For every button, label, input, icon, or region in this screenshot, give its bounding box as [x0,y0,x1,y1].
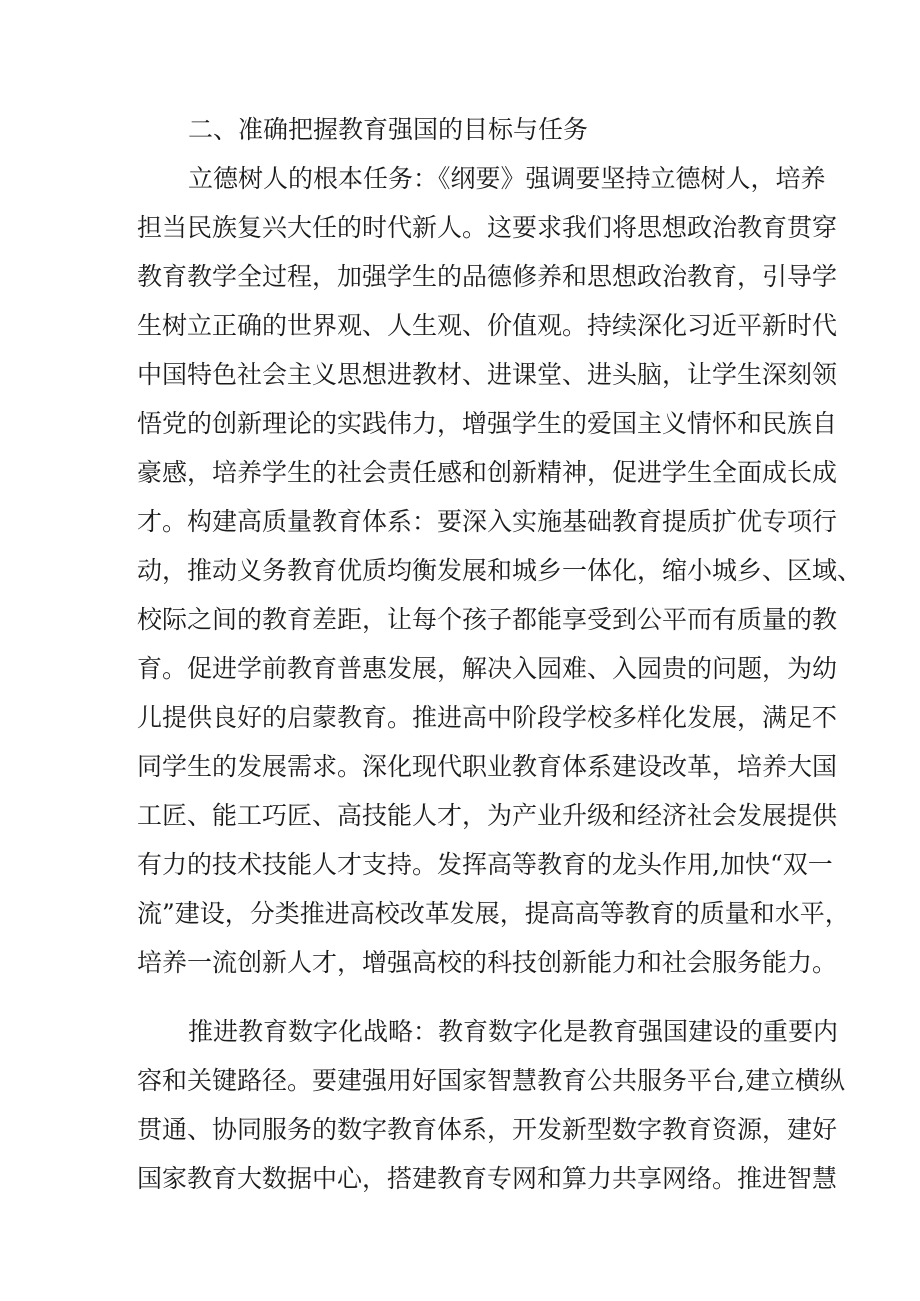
paragraph-line: 育。促进学前教育普惠发展，解决入园难、入园贵的问题，为幼 [137,654,838,683]
paragraph-line: 豪感，培养学生的社会责任感和创新精神，促进学生全面成长成 [137,458,838,487]
paragraph-line: 立德树人的根本任务：《纲要》强调要坚持立德树人，培养 [188,164,826,193]
paragraph-line: 培养一流创新人才，增强高校的科技创新能力和社会服务能力。 [137,948,838,977]
paragraph-line: 悟党的创新理论的实践伟力，增强学生的爱国主义情怀和民族自 [137,409,838,438]
paragraph-line: 同学生的发展需求。深化现代职业教育体系建设改革，培养大国 [137,752,838,781]
paragraph-line: 推进教育数字化战略：教育数字化是教育强国建设的重要内 [188,1017,839,1046]
paragraph-line: 贯通、协同服务的数字教育体系，开发新型数字教育资源，建好 [137,1115,838,1144]
paragraph-line: 国家教育大数据中心，搭建教育专网和算力共享网络。推进智慧 [137,1164,838,1193]
section-heading: 二、准确把握教育强国的目标与任务 [188,115,589,144]
paragraph-line: 校际之间的教育差距，让每个孩子都能享受到公平而有质量的教 [137,605,838,634]
paragraph-line: 流”建设，分类推进高校改革发展，提高高等教育的质量和水平， [137,899,850,928]
paragraph-line: 才。构建高质量教育体系：要深入实施基础教育提质扩优专项行 [137,507,838,536]
paragraph-line: 教育教学全过程，加强学生的品德修养和思想政治教育，引导学 [137,262,838,291]
paragraph-line: 容和关键路径。要建强用好国家智慧教育公共服务平台,建立横纵 [137,1066,845,1095]
paragraph-line: 工匠、能工巧匠、高技能人才，为产业升级和经济社会发展提供 [137,801,838,830]
paragraph-line: 担当民族复兴大任的时代新人。这要求我们将思想政治教育贯穿 [137,213,838,242]
paragraph-line: 中国特色社会主义思想进教材、进课堂、进头脑，让学生深刻领 [137,360,838,389]
paragraph-line: 生树立正确的世界观、人生观、价值观。持续深化习近平新时代 [137,311,838,340]
paragraph-line: 儿提供良好的启蒙教育。推进高中阶段学校多样化发展，满足不 [137,703,838,732]
paragraph-line: 有力的技术技能人才支持。发挥高等教育的龙头作用,加快“双一 [137,850,833,879]
paragraph-line: 动，推动义务教育优质均衡发展和城乡一体化，缩小城乡、区域、 [137,556,863,585]
